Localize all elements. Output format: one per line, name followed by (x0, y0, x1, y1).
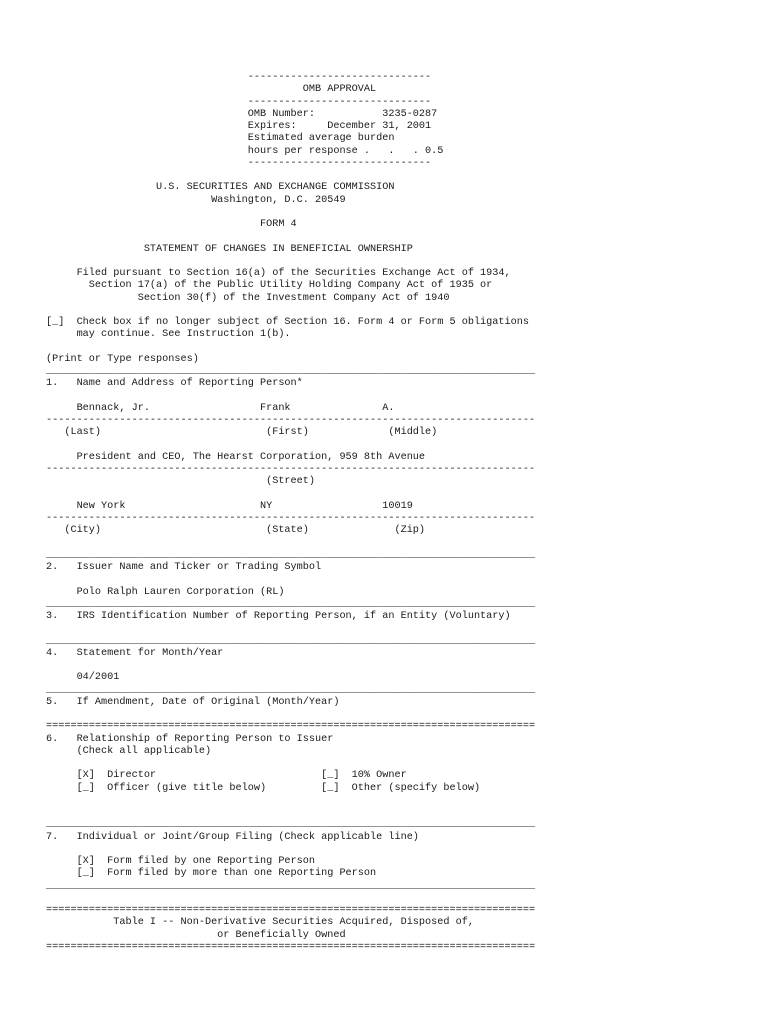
separator-line: ================================================================================ (46, 941, 536, 953)
separator-line: -------------------------------------------------------------------------------- (46, 513, 536, 524)
text-line: Table I -- Non-Derivative Securities Acquired, Disposed of, (46, 917, 474, 929)
checkbox-line: [_] Officer (give title below) [_] Other (specify below) (46, 782, 481, 794)
text-line: (City) (State) (Zip) (46, 525, 426, 537)
text-line: hours per response . . . 0.5 (46, 145, 444, 157)
blank-line (46, 391, 535, 403)
blank-line (46, 660, 535, 672)
text-line: Bennack, Jr. Frank A. (46, 402, 395, 414)
text-line: Estimated average burden (46, 133, 395, 145)
text-line: (Check all applicable) (46, 745, 212, 757)
separator-line: ________________________________________________________________________________ (46, 635, 536, 647)
separator-line: ------------------------------ (46, 157, 432, 169)
blank-line (46, 489, 535, 501)
separator-line: ________________________________________________________________________________ (46, 549, 536, 561)
checkbox-line: [X] Director [_] 10% Owner (46, 770, 407, 782)
text-line: 6. Relationship of Reporting Person to Issuer (46, 733, 334, 745)
text-line: OMB APPROVAL (46, 84, 377, 96)
text-line: 04/2001 (46, 672, 120, 684)
separator-line: -------------------------------------------------------------------------------- (46, 415, 536, 426)
text-line: 2. Issuer Name and Ticker or Trading Symbol (46, 562, 322, 573)
text-line: Washington, D.C. 20549 (46, 194, 346, 206)
text-line: Section 30(f) of the Investment Company Act of 1940 (46, 292, 450, 304)
blank-line (46, 807, 535, 819)
text-line: Expires: December 31, 2001 (46, 121, 432, 132)
blank-line (46, 758, 535, 770)
checkbox-line: [_] Check box if no longer subject of Section 16. Form 4 or Form 5 obligations (46, 317, 529, 328)
text-line: 4. Statement for Month/Year (46, 647, 224, 659)
blank-line (46, 342, 535, 354)
text-line: (Print or Type responses) (46, 353, 199, 365)
text-line: FORM 4 (46, 219, 297, 230)
blank-line (46, 207, 535, 219)
form-4-document (46, 72, 535, 954)
text-line: OMB Number: 3235-0287 (46, 108, 438, 120)
checkbox-line: [_] Form filed by more than one Reporting Person (46, 868, 377, 880)
separator-line: ________________________________________________________________________________ (46, 366, 536, 377)
blank-line (46, 709, 535, 721)
separator-line: -------------------------------------------------------------------------------- (46, 464, 536, 475)
text-line: 7. Individual or Joint/Group Filing (Check applicable line) (46, 831, 419, 843)
text-line: U.S. SECURITIES AND EXCHANGE COMMISSION (46, 182, 395, 194)
text-line: 3. IRS Identification Number of Reporting Person, if an Entity (Voluntary) (46, 611, 511, 622)
blank-line (46, 170, 535, 182)
text-line: may continue. See Instruction 1(b). (46, 329, 291, 341)
separator-line: ________________________________________________________________________________ (46, 880, 536, 892)
text-line: Section 17(a) of the Public Utility Holding Company Act of 1935 or (46, 280, 493, 292)
separator-line: ________________________________________________________________________________ (46, 819, 536, 831)
separator-line: ------------------------------ (46, 72, 432, 83)
text-line: (Last) (First) (Middle) (46, 427, 438, 439)
text-line: President and CEO, The Hearst Corporation, 959 8th Avenue (46, 451, 426, 463)
text-line: New York NY 10019 (46, 500, 413, 512)
blank-line (46, 574, 535, 586)
text-line: or Beneficially Owned (46, 929, 346, 941)
blank-line (46, 440, 535, 452)
text-line: 5. If Amendment, Date of Original (Month/Year) (46, 696, 340, 708)
separator-line: ================================================================================ (46, 721, 536, 733)
separator-line: ________________________________________________________________________________ (46, 598, 536, 610)
blank-line (46, 538, 535, 550)
blank-line (46, 623, 535, 635)
blank-line (46, 231, 535, 243)
text-line: Polo Ralph Lauren Corporation (RL) (46, 586, 285, 598)
separator-line: ________________________________________________________________________________ (46, 684, 536, 696)
text-line: 1. Name and Address of Reporting Person* (46, 378, 303, 390)
blank-line (46, 305, 535, 317)
separator-line: ------------------------------ (46, 96, 432, 108)
text-line: (Street) (46, 476, 315, 488)
text-line: Filed pursuant to Section 16(a) of the Securities Exchange Act of 1934, (46, 268, 511, 279)
blank-line (46, 844, 535, 856)
checkbox-line: [X] Form filed by one Reporting Person (46, 856, 315, 867)
blank-line (46, 893, 535, 905)
blank-line (46, 795, 535, 807)
text-line: STATEMENT OF CHANGES IN BENEFICIAL OWNERSHIP (46, 243, 413, 255)
separator-line: ================================================================================ (46, 905, 536, 916)
blank-line (46, 256, 535, 268)
